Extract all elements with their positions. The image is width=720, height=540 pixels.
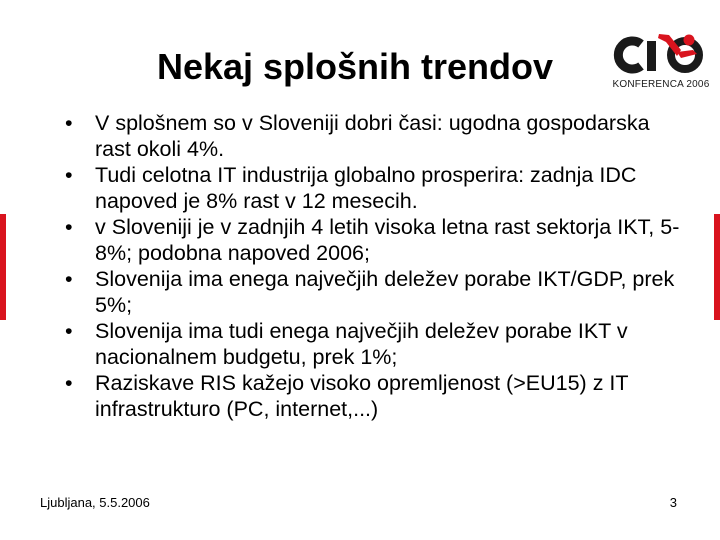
bullet-text: V splošnem so v Sloveniji dobri časi: ugodna gospodarska rast okoli 4%. bbox=[95, 111, 650, 161]
bullet-text: Tudi celotna IT industrija globalno prosperira: zadnja IDC napoved je 8% rast v 12 mesecih. bbox=[95, 163, 637, 213]
bullet-item bbox=[63, 110, 688, 162]
bullet-dot-icon: • bbox=[65, 319, 73, 343]
slide-title: Nekaj splošnih trendov bbox=[156, 46, 554, 87]
footer-place-date: Ljubljana, 5.5.2006 bbox=[40, 495, 150, 510]
bullet-item bbox=[63, 318, 688, 370]
bullet-dot-icon: • bbox=[65, 163, 73, 187]
bullet-text: Raziskave RIS kažejo visoko opremljenost (>EU15) z IT infrastrukturo (PC, internet,...) bbox=[95, 371, 629, 421]
bullet-list bbox=[63, 110, 688, 422]
bullet-dot-icon: • bbox=[65, 111, 73, 135]
bullet-item bbox=[63, 266, 688, 318]
bullet-dot-icon: • bbox=[65, 267, 73, 291]
bullet-dot-icon: • bbox=[65, 215, 73, 239]
bullet-item bbox=[63, 214, 688, 266]
left-edge-accent-bar bbox=[0, 214, 6, 320]
cio-conference-logo-icon bbox=[611, 26, 711, 92]
bullet-dot-icon: • bbox=[65, 371, 73, 395]
bullet-text: Slovenija ima enega največjih deležev porabe IKT/GDP, prek 5%; bbox=[95, 267, 675, 317]
page-number: 3 bbox=[669, 495, 677, 510]
bullet-item bbox=[63, 370, 688, 422]
bullet-item bbox=[63, 162, 688, 214]
svg-text:KONFERENCA 2006: KONFERENCA 2006 bbox=[612, 79, 710, 90]
bullet-text: v Sloveniji je v zadnjih 4 letih visoka letna rast sektorja IKT, 5-8%; podobna napoved 2006; bbox=[95, 215, 680, 265]
bullet-text: Slovenija ima tudi enega največjih deležev porabe IKT v nacionalnem budgetu, prek 1%; bbox=[95, 319, 628, 369]
right-edge-accent-bar bbox=[714, 214, 720, 320]
